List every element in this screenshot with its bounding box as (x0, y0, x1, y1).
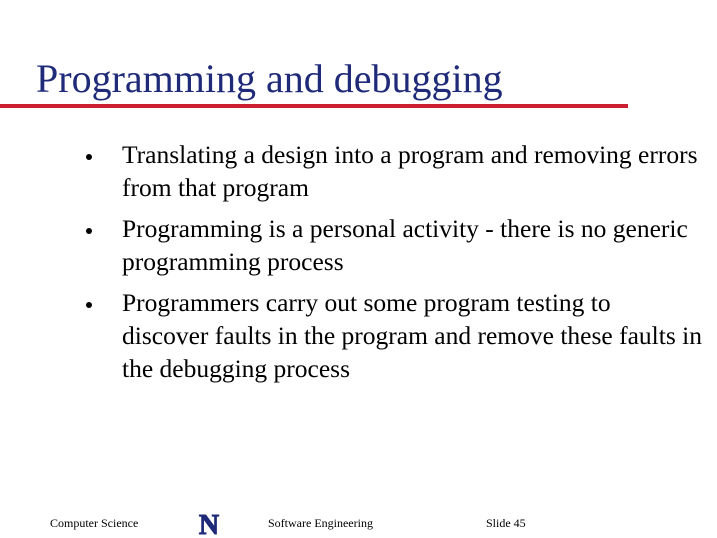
bullet-text: Translating a design into a program and removing errors from that program (122, 140, 698, 202)
bullet-dot-icon (86, 302, 92, 308)
bullet-text: Programming is a personal activity - there is no generic programming process (122, 214, 688, 276)
bullet-item (0, 138, 702, 204)
slide-footer (0, 512, 717, 536)
university-logo-icon (190, 512, 228, 536)
bullet-text: Programmers carry out some program testing to discover faults in the program and remove these faults in the debugging process (122, 288, 702, 383)
bullet-dot-icon (86, 154, 92, 160)
slide-title: Programming and debugging (36, 56, 503, 101)
bullet-list (0, 138, 717, 393)
footer-course: Software Engineering (268, 516, 373, 530)
title-underline (0, 104, 628, 108)
bullet-item (0, 212, 702, 278)
logo-letter: N (198, 512, 220, 536)
bullet-dot-icon (86, 228, 92, 234)
footer-department: Computer Science (50, 516, 139, 530)
bullet-item (0, 286, 702, 385)
footer-slide-number: Slide 45 (486, 516, 526, 530)
